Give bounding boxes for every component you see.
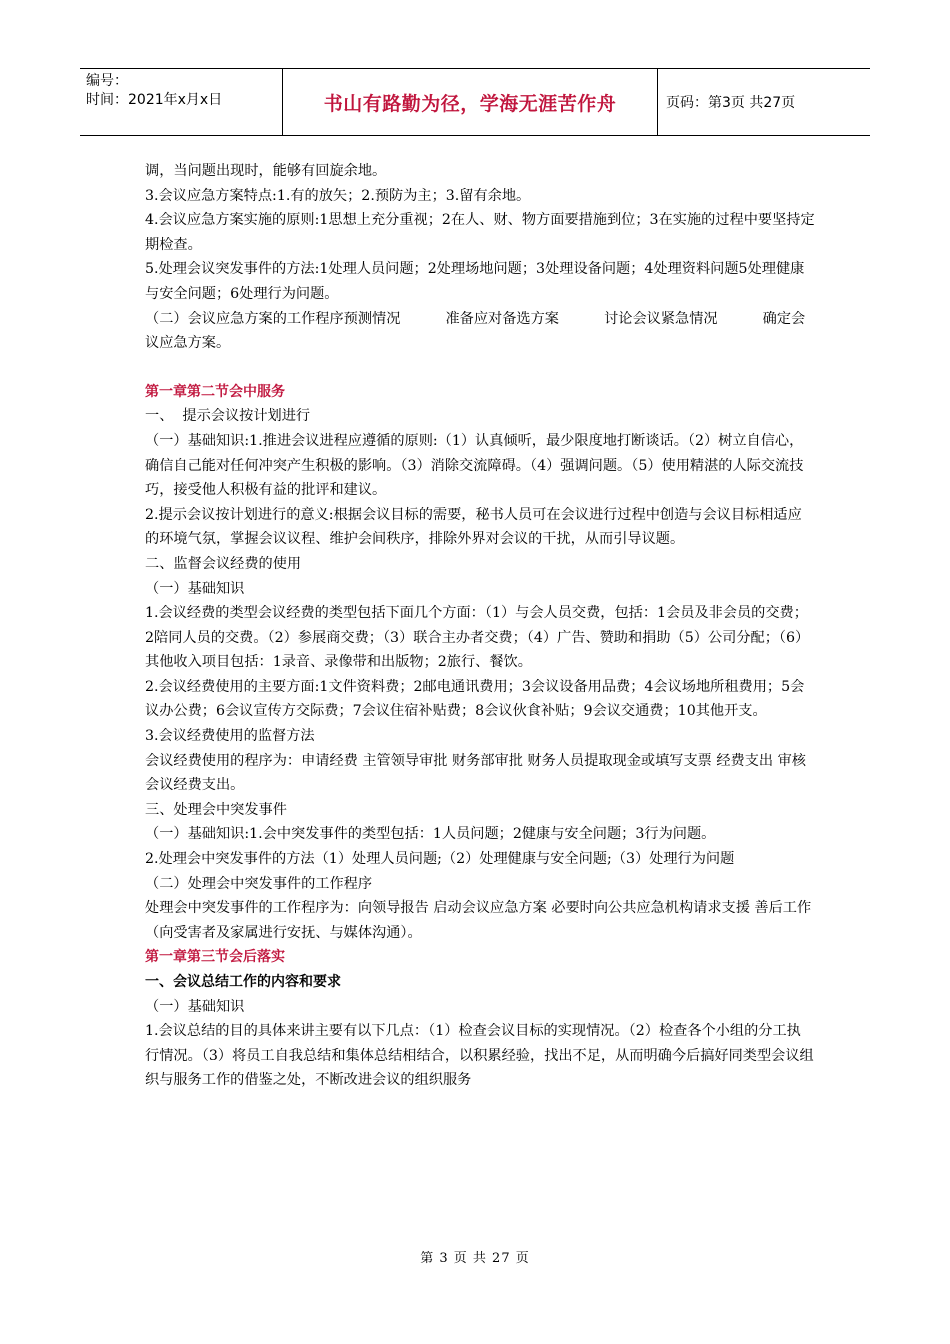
doc-time-label: 时间：2021年x月x日 [86, 92, 223, 108]
section-heading: 第一章第三节会后落实 [145, 949, 285, 966]
body-paragraph: 3.会议应急方案特点:1.有的放矢；2.预防为主；3.留有余地。 [145, 187, 531, 204]
body-paragraph: （一）基础知识 [145, 580, 245, 597]
section-heading: 第一章第二节会中服务 [145, 383, 285, 400]
header-page-code-cell [658, 69, 870, 135]
body-paragraph: 一、 提示会议按计划进行 [145, 408, 311, 425]
body-paragraph: 三、处理会中突发事件 [145, 801, 287, 818]
body-paragraph: 处理会中突发事件的工作程序为：向领导报告 启动会议应急方案 必要时向公共应急机构请求支援 善后工作（向受害者及家属进行安抚、与媒体沟通）。 [145, 900, 812, 941]
body-paragraph: （二）会议应急方案的工作程序预测情况 准备应对备选方案 讨论会议紧急情况 确定会议应急方案。 [145, 310, 806, 352]
body-paragraph: 5.处理会议突发事件的方法:1处理人员问题；2处理场地问题；3处理设备问题；4处理资料问题5处理健康与安全问题；6处理行为问题。 [145, 261, 805, 302]
doc-number-label: 编号： [86, 73, 128, 89]
subsection-heading: 一、会议总结工作的内容和要求 [145, 974, 341, 990]
header-page-code: 页码：第3页 共27页 [666, 95, 796, 111]
body-paragraph: （二）处理会中突发事件的工作程序 [145, 875, 373, 892]
page-header [80, 68, 870, 136]
blank-line [145, 356, 815, 380]
body-paragraph: 4.会议应急方案实施的原则:1思想上充分重视；2在人、财、物方面要措施到位；3在实施的过程中要坚持定期检查。 [145, 212, 815, 253]
document-body [145, 159, 815, 1093]
body-paragraph: 1.会议经费的类型会议经费的类型包括下面几个方面：（1）与会人员交费，包括：1会员及非会员的交费；2陪同人员的交费。（2）参展商交费；（3）联合主办者交费；（4）广告、赞助和捐助（5）公司分配；（6）其他收入项目包括：1录音、录像带和出版物；2旅行、餐饮。 [145, 605, 810, 671]
body-paragraph: 2.提示会议按计划进行的意义:根据会议目标的需要，秘书人员可在会议进行过程中创造与会议目标相适应的环境气氛，掌握会议议程、维护会间秩序，排除外界对会议的干扰，从而引导议题。 [145, 506, 802, 548]
body-paragraph: 2.处理会中突发事件的方法（1）处理人员问题;（2）处理健康与安全问题;（3）处理行为问题 [145, 851, 735, 868]
body-paragraph: 二、监督会议经费的使用 [145, 555, 302, 572]
header-motto-cell [282, 69, 658, 135]
header-motto: 书山有路勤为径，学海无涯苦作舟 [323, 92, 617, 115]
body-paragraph: （一）基础知识:1.推进会议进程应遵循的原则:（1）认真倾听，最少限度地打断谈话。（2）树立自信心，确信自己能对任何冲突产生积极的影响。（3）消除交流障碍。（4）强调问题。（5）使用精湛的人际交流技巧，接受他人积极有益的批评和建议。 [145, 432, 804, 499]
body-paragraph: 2.会议经费使用的主要方面:1文件资料费；2邮电通讯费用；3会议设备用品费；4会议场地所租费用；5会议办公费；6会议宣传方交际费；7会议住宿补贴费；8会议伙食补贴；9会议交通费；10其他开支。 [145, 678, 805, 720]
body-paragraph: （一）基础知识 [145, 998, 245, 1015]
body-paragraph: 1.会议总结的目的具体来讲主要有以下几点：（1）检查会议目标的实现情况。（2）检查各个小组的分工执行情况。（3）将员工自我总结和集体总结相结合，以积累经验，找出不足，从而明确今后搞好同类型会议组织与服务工作的借鉴之处，不断改进会议的组织服务 [145, 1023, 814, 1089]
body-paragraph: （一）基础知识:1.会中突发事件的类型包括：1人员问题；2健康与安全问题；3行为问题。 [145, 826, 716, 843]
body-paragraph: 3.会议经费使用的监督方法 [145, 728, 315, 745]
page-footer: 第 3 页 共 27 页 [420, 1251, 530, 1266]
header-meta [80, 69, 282, 135]
body-paragraph: 会议经费使用的程序为：申请经费 主管领导审批 财务部审批 财务人员提取现金或填写支票 经费支出 审核会议经费支出。 [145, 752, 806, 794]
body-paragraph: 调，当问题出现时，能够有回旋余地。 [145, 163, 387, 179]
